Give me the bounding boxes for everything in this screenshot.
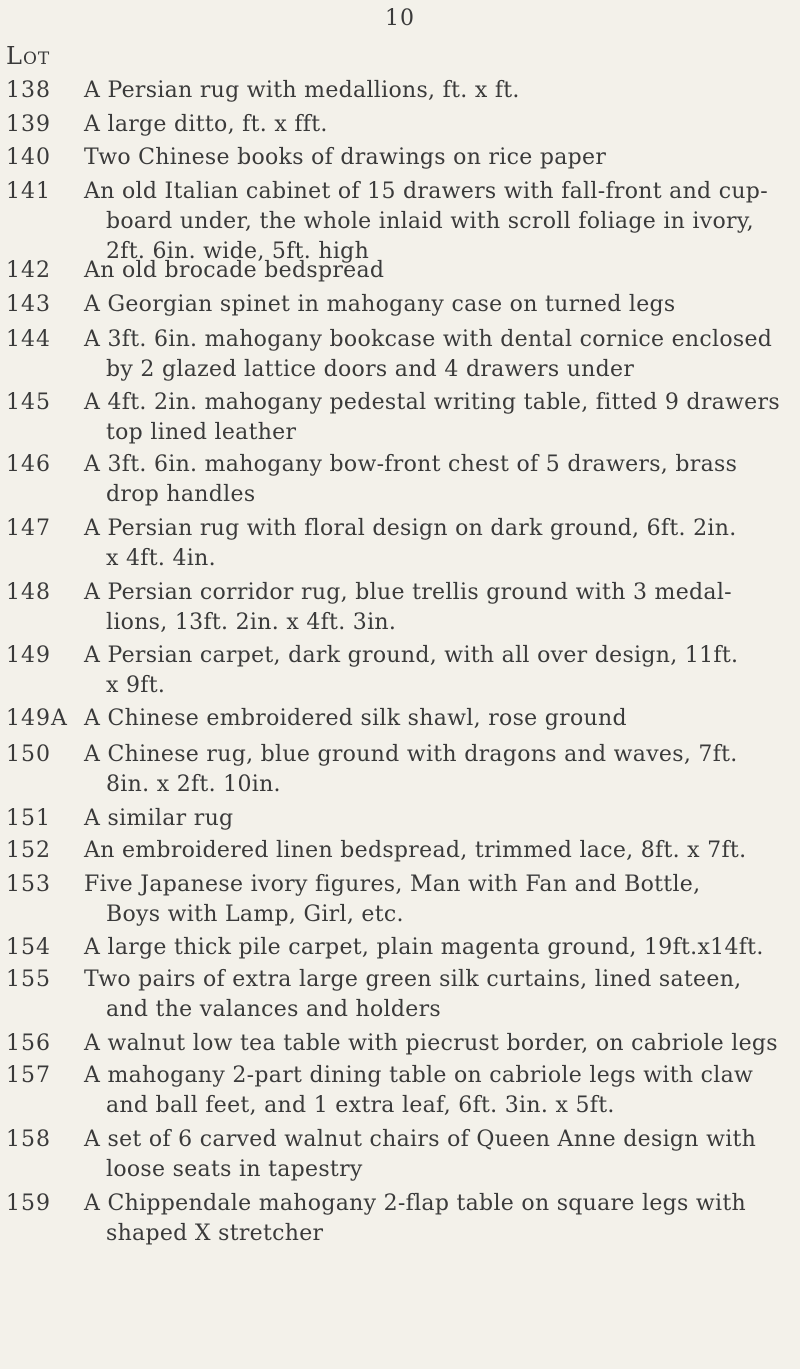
- lot-description: [84, 76, 784, 106]
- lot-description-line: A 3ft. 6in. mahogany bow-front chest of 5 drawers, brass: [84, 452, 738, 477]
- lot-description: [84, 450, 784, 510]
- lot-description: [84, 1125, 784, 1185]
- lot-number: 149A: [6, 706, 68, 731]
- lot-description-line: Five Japanese ivory figures, Man with Fan and Bottle,: [84, 872, 701, 897]
- lot-number: 157: [6, 1063, 51, 1088]
- lot-description-line: 2ft. 6in. wide, 5ft. high: [106, 239, 370, 264]
- lot-number: 139: [6, 112, 51, 137]
- lot-description-line: x 9ft.: [106, 673, 166, 698]
- lot-description-line: Two pairs of extra large green silk curtains, lined sateen,: [84, 967, 742, 992]
- lot-number: 154: [6, 935, 51, 960]
- lot-description-line: Two Chinese books of drawings on rice paper: [84, 145, 607, 170]
- lot-description: [84, 836, 784, 866]
- lot-description-line: loose seats in tapestry: [106, 1157, 363, 1182]
- lot-number: 140: [6, 145, 51, 170]
- lot-description-line: lions, 13ft. 2in. x 4ft. 3in.: [106, 610, 397, 635]
- lot-description-line: by 2 glazed lattice doors and 4 drawers under: [106, 357, 635, 382]
- lot-number: 149: [6, 643, 51, 668]
- lot-description-line: A Persian corridor rug, blue trellis ground with 3 medal-: [84, 580, 732, 605]
- lot-description-line: A Persian carpet, dark ground, with all over design, 11ft.: [84, 643, 739, 668]
- lot-description: [84, 325, 784, 385]
- lot-description: [84, 740, 784, 800]
- lot-description-line: and the valances and holders: [106, 997, 441, 1022]
- lot-description-line: An old brocade bedspread: [84, 258, 385, 283]
- lot-description: [84, 110, 784, 140]
- lot-description: [84, 1061, 784, 1121]
- lot-number: 146: [6, 452, 51, 477]
- lot-description: [84, 290, 784, 320]
- lot-description: [84, 514, 784, 574]
- lot-description-line: A large ditto, ft. x fft.: [84, 112, 328, 137]
- lot-description-line: drop handles: [106, 482, 256, 507]
- lot-number: 147: [6, 516, 51, 541]
- lot-description-line: A Georgian spinet in mahogany case on turned legs: [84, 292, 676, 317]
- lot-description-line: A large thick pile carpet, plain magenta ground, 19ft.x14ft.: [84, 935, 764, 960]
- lot-description-line: A 3ft. 6in. mahogany bookcase with dental cornice enclosed: [84, 327, 773, 352]
- lot-number: 150: [6, 742, 51, 767]
- page-number: 10: [385, 6, 415, 31]
- lot-description-line: A walnut low tea table with piecrust border, on cabriole legs: [84, 1031, 778, 1056]
- lot-description-line: A Persian rug with floral design on dark ground, 6ft. 2in.: [84, 516, 737, 541]
- lot-number: 155: [6, 967, 51, 992]
- lot-description-line: An old Italian cabinet of 15 drawers with fall-front and cup-: [84, 179, 768, 204]
- lot-description-line: An embroidered linen bedspread, trimmed lace, 8ft. x 7ft.: [84, 838, 747, 863]
- lot-description-line: top lined leather: [106, 420, 297, 445]
- lot-number: 158: [6, 1127, 51, 1152]
- lot-description-line: A set of 6 carved walnut chairs of Queen Anne design with: [84, 1127, 757, 1152]
- lot-description-line: A mahogany 2-part dining table on cabriole legs with claw: [84, 1063, 754, 1088]
- lot-description: [84, 256, 784, 286]
- lot-number: 145: [6, 390, 51, 415]
- lot-number: 144: [6, 327, 51, 352]
- lot-number: 141: [6, 179, 51, 204]
- lot-description: [84, 965, 784, 1025]
- lot-description: [84, 177, 784, 267]
- lot-description-line: A Chippendale mahogany 2-flap table on square legs with: [84, 1191, 746, 1216]
- lot-description: [84, 1029, 784, 1059]
- lot-number: 156: [6, 1031, 51, 1056]
- lot-number: 159: [6, 1191, 51, 1216]
- lot-number: 143: [6, 292, 51, 317]
- lot-number: 148: [6, 580, 51, 605]
- lot-description: [84, 804, 784, 834]
- lot-description-line: Boys with Lamp, Girl, etc.: [106, 902, 404, 927]
- lot-description-line: A Chinese rug, blue ground with dragons and waves, 7ft.: [84, 742, 738, 767]
- lot-number: 152: [6, 838, 51, 863]
- lot-description: [84, 870, 784, 930]
- lot-number: 151: [6, 806, 51, 831]
- lot-description-line: A Chinese embroidered silk shawl, rose ground: [84, 706, 627, 731]
- lot-description: [84, 578, 784, 638]
- lot-description-line: board under, the whole inlaid with scroll foliage in ivory,: [106, 209, 754, 234]
- lot-description-line: A similar rug: [84, 806, 234, 831]
- lot-column-header: Lot: [6, 42, 51, 70]
- lot-description-line: 8in. x 2ft. 10in.: [106, 772, 281, 797]
- lot-description-line: A 4ft. 2in. mahogany pedestal writing table, fitted 9 drawers: [84, 390, 780, 415]
- lot-number: 138: [6, 78, 51, 103]
- lot-description-line: A Persian rug with medallions, ft. x ft.: [84, 78, 520, 103]
- lot-number: 142: [6, 258, 51, 283]
- lot-description-line: shaped X stretcher: [106, 1221, 324, 1246]
- lot-description: [84, 1189, 784, 1249]
- lot-number: 153: [6, 872, 51, 897]
- lot-description-line: x 4ft. 4in.: [106, 546, 216, 571]
- lot-description: [84, 704, 784, 734]
- lot-description-line: and ball feet, and 1 extra leaf, 6ft. 3in. x 5ft.: [106, 1093, 615, 1118]
- lot-description: [84, 143, 784, 173]
- lot-description: [84, 388, 784, 448]
- lot-description: [84, 641, 784, 701]
- lot-description: [84, 933, 784, 963]
